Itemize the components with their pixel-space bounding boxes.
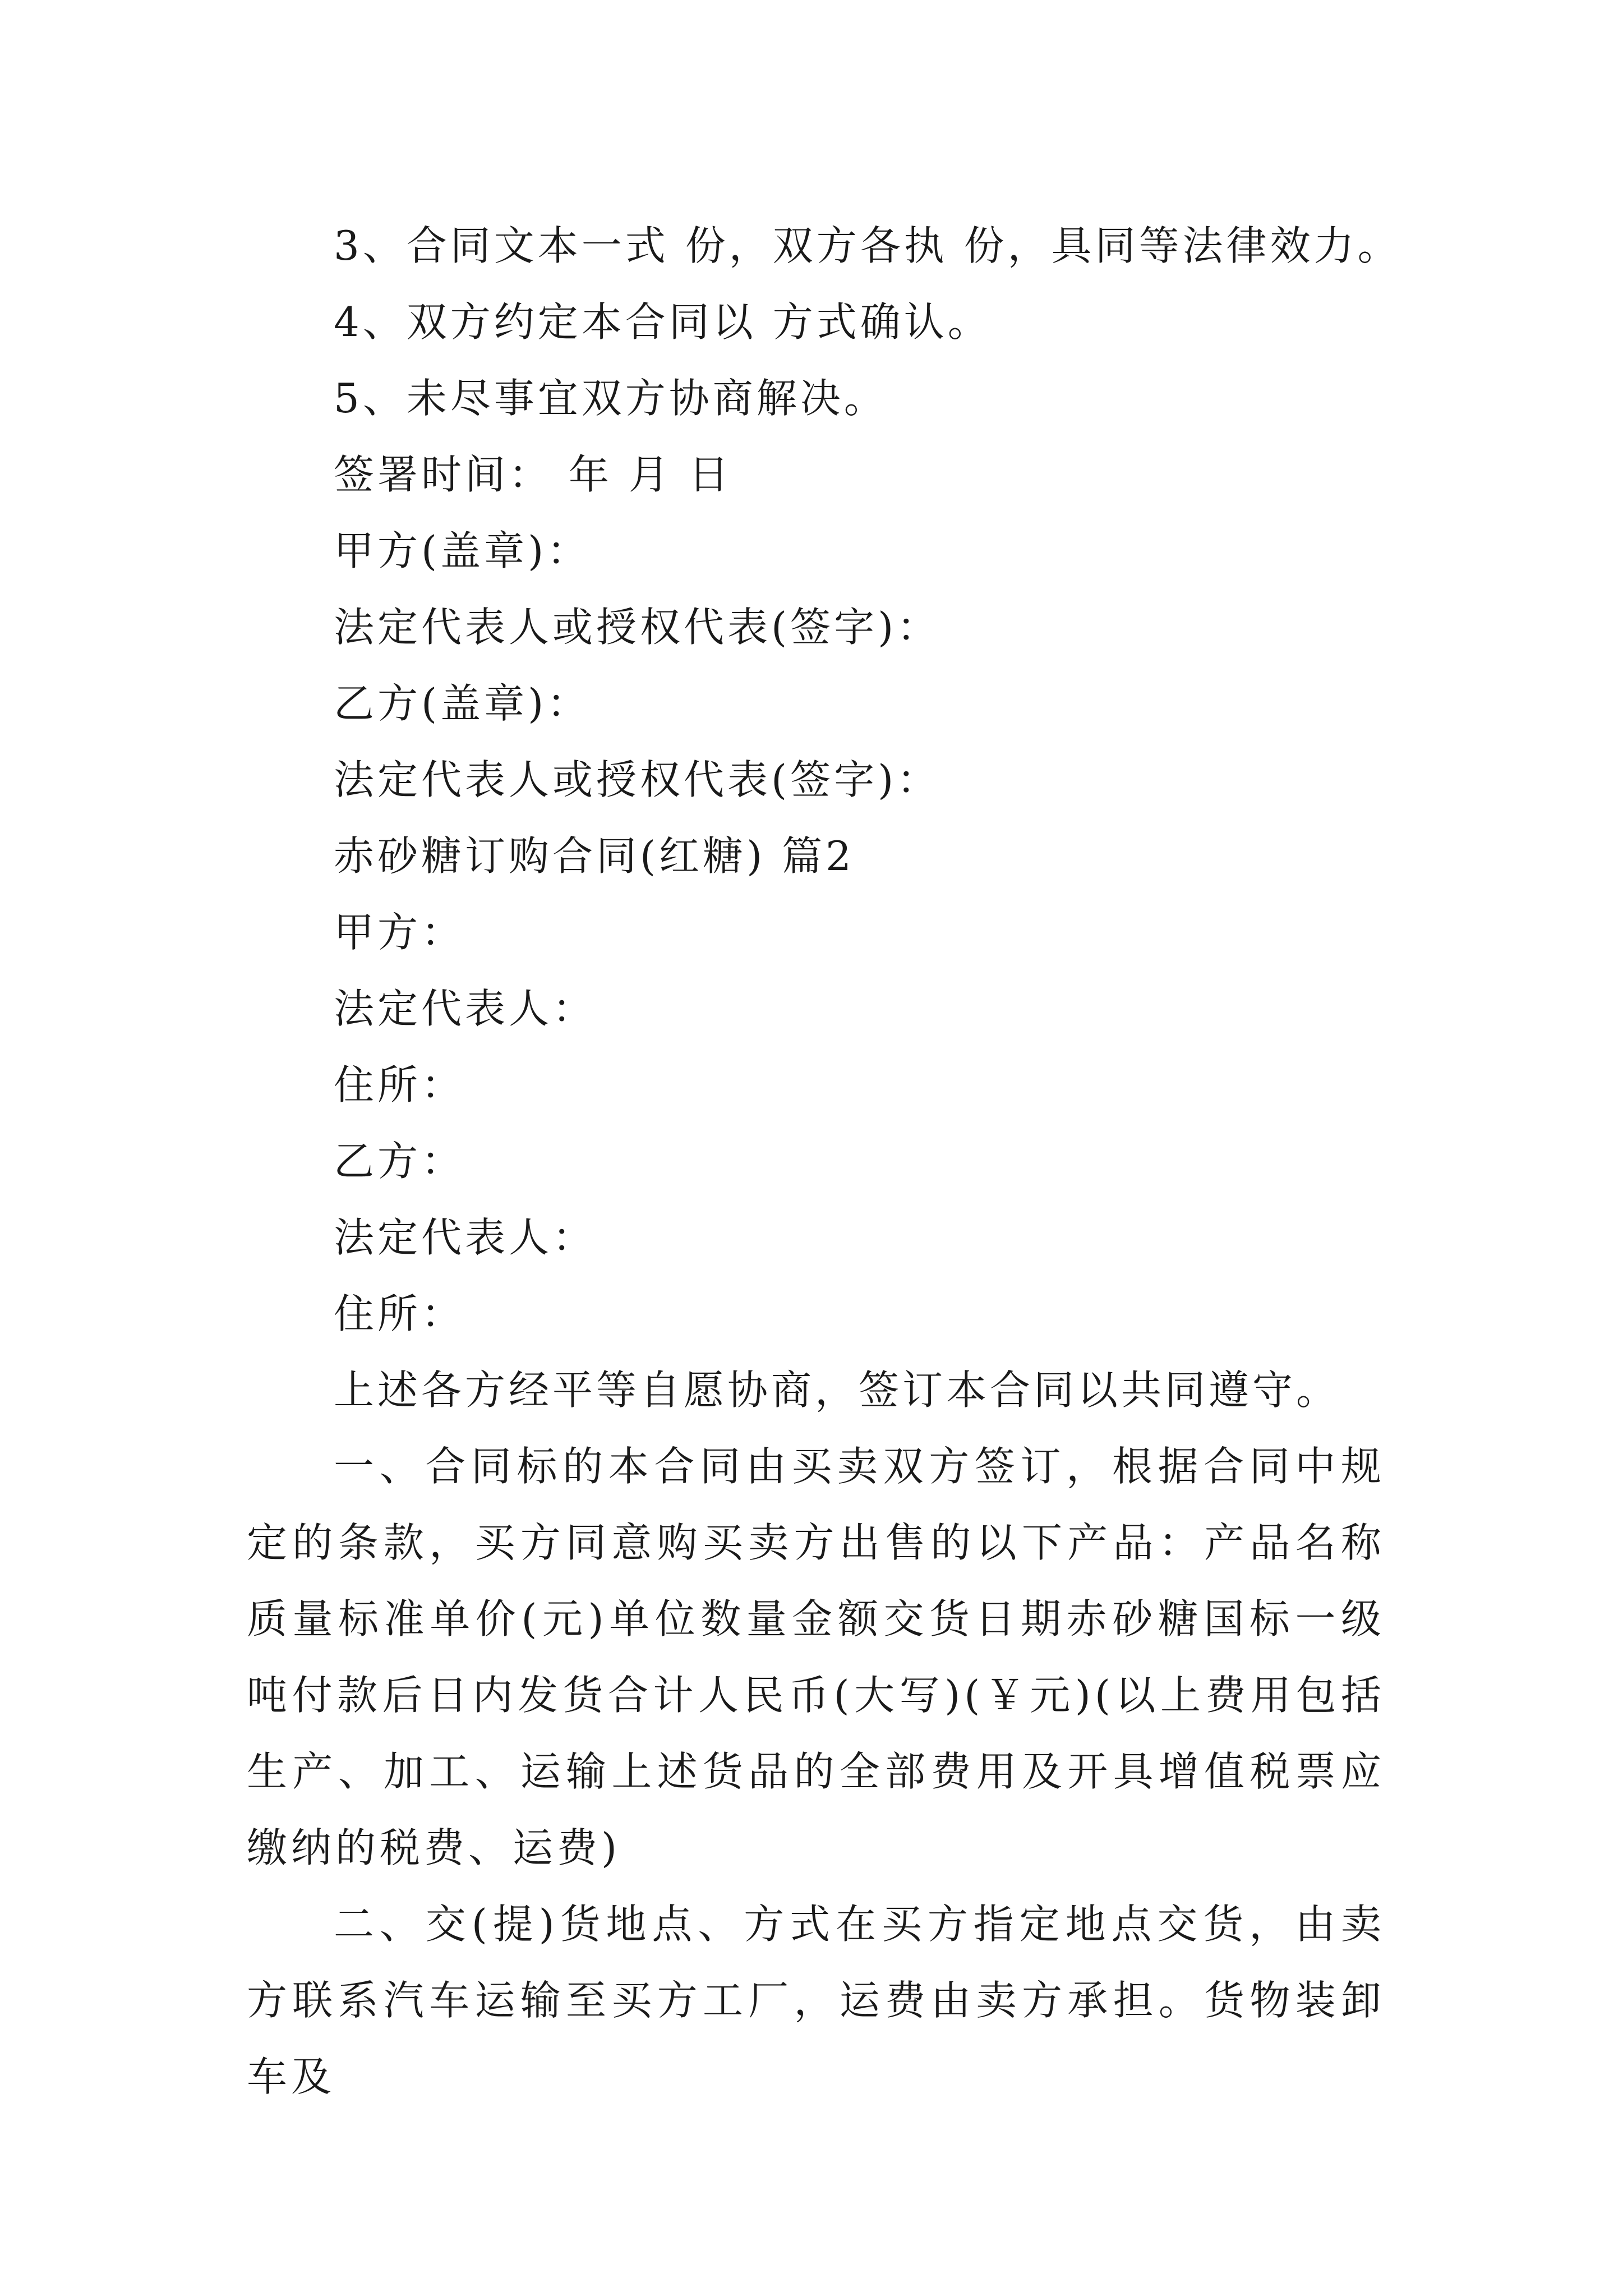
clause-delivery: 二、交(提)货地点、方式在买方指定地点交货，由卖方联系汽车运输至买方工厂，运费由卖方承担。货物装卸车及	[247, 1901, 1385, 2100]
preamble: 上述各方经平等自愿协商，签订本合同以共同遵守。	[334, 1366, 1340, 1414]
party-a-representative-signature: 法定代表人或授权代表(签字)：	[334, 604, 941, 651]
clause-3: 3、合同文本一式 份，双方各执 份，具同等法律效力。	[334, 222, 1401, 269]
party-b-label: 乙方：	[334, 1138, 465, 1185]
clause-4: 4、双方约定本合同以 方式确认。	[334, 298, 992, 346]
party-a-label: 甲方：	[334, 909, 465, 956]
document-body	[247, 208, 1401, 2115]
party-a-seal: 甲方(盖章)：	[334, 527, 591, 574]
party-a-address: 住所：	[334, 1061, 465, 1108]
clause-5: 5、未尽事宜双方协商解决。	[334, 375, 888, 422]
signing-date: 签署时间： 年 月 日	[334, 451, 732, 498]
party-b-seal: 乙方(盖章)：	[334, 680, 591, 727]
section-title: 赤砂糖订购合同(红糖) 篇2	[334, 832, 855, 880]
party-b-representative-signature: 法定代表人或授权代表(签字)：	[334, 756, 941, 803]
party-a-legal-representative: 法定代表人：	[334, 985, 597, 1032]
party-b-legal-representative: 法定代表人：	[334, 1214, 597, 1261]
party-b-address: 住所：	[334, 1290, 465, 1337]
clause-subject-matter: 一、合同标的本合同由买卖双方签订，根据合同中规定的条款，买方同意购买卖方出售的以下产品：产品名称质量标准单价(元)单位数量金额交货日期赤砂糖国标一级吨付款后日内发货合计人民币(大写)(￥元)(以上费用包括生产、加工、运输上述货品的全部费用及开具增值税票应缴纳的税费、运费)	[247, 1443, 1385, 1871]
